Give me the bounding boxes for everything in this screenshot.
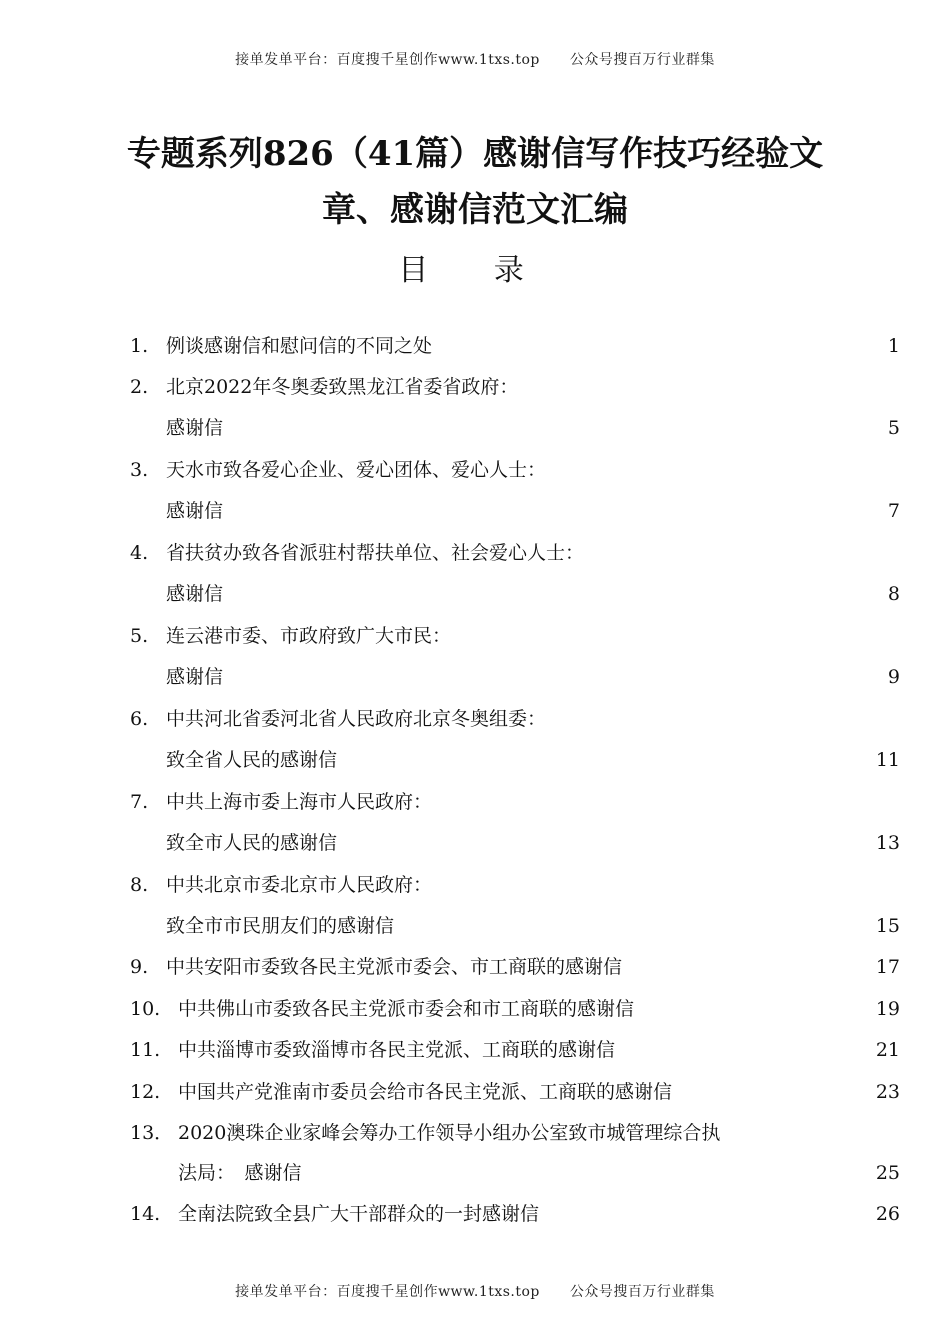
toc-entry-number: 12. <box>130 1081 161 1103</box>
toc-entry-title-cont: 致全市市民朋友们的感谢信 <box>166 915 395 937</box>
toc-entry-continuation[interactable] <box>0 413 950 443</box>
toc-entry-title: 中共淄博市委致淄博市各民主党派、工商联的感谢信 <box>178 1039 616 1061</box>
toc-entry[interactable] <box>0 1199 950 1229</box>
toc-entry[interactable] <box>0 787 950 817</box>
toc-entry[interactable] <box>0 538 950 568</box>
toc-entry-page: 21 <box>875 1039 900 1061</box>
toc-entry-title-cont: 感谢信 <box>166 500 224 522</box>
toc-entry-title: 中共安阳市委致各民主党派市委会、市工商联的感谢信 <box>166 956 623 978</box>
toc-entry-page: 25 <box>875 1162 900 1184</box>
toc-entry[interactable] <box>0 870 950 900</box>
footer-left-text: 接单发单平台：百度搜千星创作www.1txs.top <box>235 1284 540 1300</box>
toc-entry-number: 3. <box>130 459 149 481</box>
toc-entry-number: 11. <box>130 1039 161 1061</box>
toc-entry-page: 8 <box>887 583 900 605</box>
toc-entry-page: 7 <box>887 500 900 522</box>
toc-entry-title: 中共上海市委上海市人民政府： <box>166 791 433 813</box>
toc-entry-number: 8. <box>130 874 149 896</box>
toc-entry-page: 13 <box>875 832 900 854</box>
toc-entry-page: 23 <box>875 1081 900 1103</box>
footer-right-text: 公众号搜百万行业群集 <box>569 1284 715 1300</box>
toc-entry-title: 中国共产党淮南市委员会给市各民主党派、工商联的感谢信 <box>178 1081 673 1103</box>
header-left-text: 接单发单平台：百度搜千星创作www.1txs.top <box>235 52 540 68</box>
toc-entry[interactable] <box>0 331 950 361</box>
toc-entry-number: 7. <box>130 791 149 813</box>
toc-entry-title-cont: 致全市人民的感谢信 <box>166 832 338 854</box>
toc-entry-title: 例谈感谢信和慰问信的不同之处 <box>166 335 433 357</box>
toc-entry-number: 9. <box>130 956 149 978</box>
toc-entry-title: 省扶贫办致各省派驻村帮扶单位、社会爱心人士： <box>166 542 585 564</box>
toc-entry-title: 中共佛山市委致各民主党派市委会和市工商联的感谢信 <box>178 998 635 1020</box>
toc-entry-page: 11 <box>875 749 900 771</box>
toc-entry-page: 5 <box>887 417 900 439</box>
toc-entry-continuation[interactable] <box>0 745 950 775</box>
page-header <box>0 49 950 69</box>
document-title-line-2: 章、感谢信范文汇编 <box>322 190 628 230</box>
toc-entry-title-cont: 法局： 感谢信 <box>178 1162 302 1184</box>
toc-entry-page: 1 <box>887 335 900 357</box>
toc-entry-title: 2020澳珠企业家峰会筹办工作领导小组办公室致市城管理综合执 <box>178 1122 721 1144</box>
toc-entry-title: 天水市致各爱心企业、爱心团体、爱心人士： <box>166 459 547 481</box>
toc-entry-continuation[interactable] <box>0 496 950 526</box>
document-title-line-1: 专题系列826（41篇）感谢信写作技巧经验文 <box>126 134 824 174</box>
toc-entry-number: 13． <box>130 1122 174 1144</box>
toc-entry-title-cont: 致全省人民的感谢信 <box>166 749 338 771</box>
toc-entry-page: 19 <box>875 998 900 1020</box>
header-right-text: 公众号搜百万行业群集 <box>569 52 715 68</box>
toc-entry[interactable] <box>0 372 950 402</box>
toc-entry-title: 中共北京市委北京市人民政府： <box>166 874 433 896</box>
toc-entry-title: 连云港市委、市政府致广大市民： <box>166 625 452 647</box>
toc-entry-page: 17 <box>875 956 900 978</box>
toc-entry-continuation[interactable] <box>0 911 950 941</box>
page-footer <box>0 1281 950 1301</box>
toc-heading: 目 录 <box>398 253 552 288</box>
toc-entry-page: 26 <box>875 1203 900 1225</box>
toc-entry-page: 9 <box>887 666 900 688</box>
toc-entry-number: 10. <box>130 998 161 1020</box>
toc-entry-continuation[interactable] <box>0 579 950 609</box>
toc-entry[interactable] <box>0 621 950 651</box>
toc-entry-title-cont: 感谢信 <box>166 666 224 688</box>
toc-entry[interactable] <box>0 455 950 485</box>
toc-entry[interactable] <box>0 952 950 982</box>
toc-entry-number: 6. <box>130 708 149 730</box>
toc-entry-title: 中共河北省委河北省人民政府北京冬奥组委： <box>166 708 547 730</box>
toc-entry-number: 5. <box>130 625 149 647</box>
toc-entry-continuation[interactable] <box>0 828 950 858</box>
toc-entry-page: 15 <box>875 915 900 937</box>
toc-entry-title-cont: 感谢信 <box>166 417 224 439</box>
toc-entry-number: 4. <box>130 542 149 564</box>
toc-entry-number: 14. <box>130 1203 161 1225</box>
toc-entry[interactable] <box>0 1035 950 1065</box>
toc-entry-title: 全南法院致全县广大干部群众的一封感谢信 <box>178 1203 540 1225</box>
toc-entry-number: 1. <box>130 335 149 357</box>
toc-entry[interactable] <box>0 704 950 734</box>
toc-entry-title: 北京2022年冬奥委致黑龙江省委省政府： <box>166 376 519 398</box>
toc-entry-continuation[interactable] <box>0 662 950 692</box>
toc-entry-continuation[interactable] <box>0 1158 950 1188</box>
toc-entry[interactable] <box>0 1118 950 1148</box>
toc-entry[interactable] <box>0 994 950 1024</box>
toc-entry[interactable] <box>0 1077 950 1107</box>
toc-entry-title-cont: 感谢信 <box>166 583 224 605</box>
toc-entry-number: 2. <box>130 376 149 398</box>
